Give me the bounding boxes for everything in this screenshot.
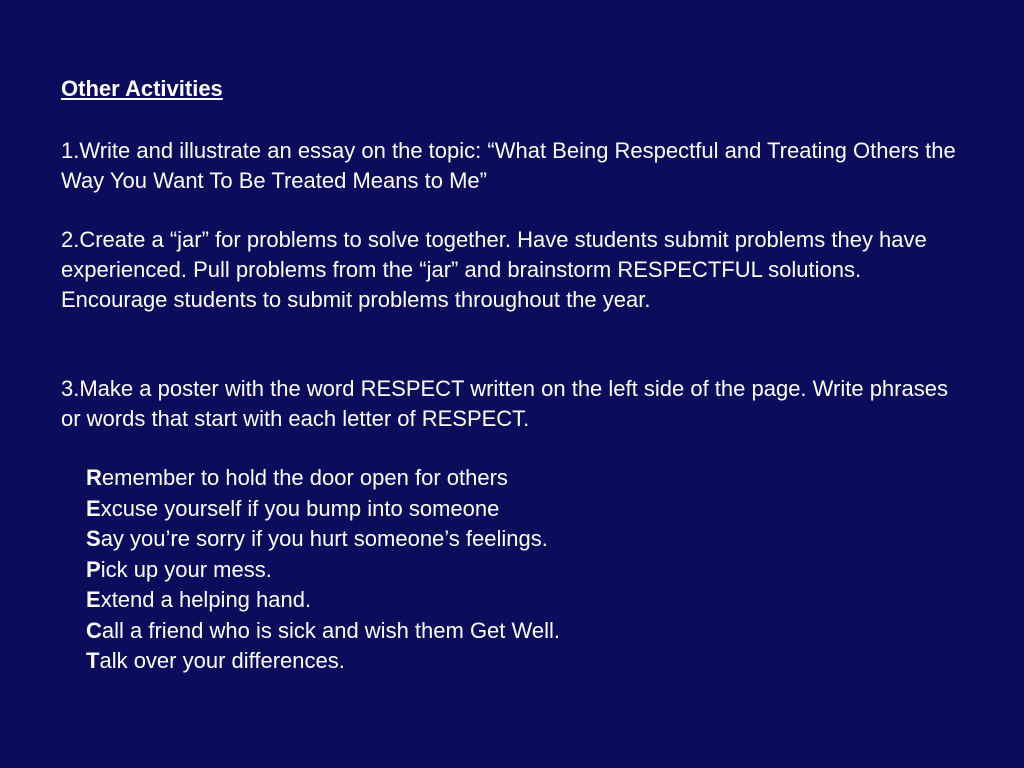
activity-3-text: 3.Make a poster with the word RESPECT written on the left side of the page. Write phrases or words that start with each letter of RESPECT. xyxy=(61,376,948,431)
acrostic-phrase: xtend a helping hand. xyxy=(100,587,312,612)
acrostic-phrase: alk over your differences. xyxy=(99,648,345,673)
activity-2-text: 2.Create a “jar” for problems to solve together. Have students submit problems they have experienced. Pull problems from the “jar” and brainstorm RESPECTFUL solutions. Encourage students to submit problems throughout the year. xyxy=(61,227,927,312)
acrostic-phrase: ay you’re sorry if you hurt someone’s feelings. xyxy=(100,526,548,551)
acrostic-letter: S xyxy=(86,526,101,551)
acrostic-letter: E xyxy=(86,587,101,612)
acrostic-phrase: ick up your mess. xyxy=(100,556,272,582)
acrostic-line xyxy=(86,524,560,555)
slide-title: Other Activities xyxy=(61,76,223,101)
acrostic-line xyxy=(86,646,560,677)
acrostic-phrase: all a friend who is sick and wish them Get Well. xyxy=(101,617,561,643)
acrostic-line xyxy=(86,616,560,647)
acrostic-line xyxy=(86,494,560,525)
acrostic-line xyxy=(86,555,560,586)
acrostic-phrase: xcuse yourself if you bump into someone xyxy=(100,495,500,521)
acrostic-letter: P xyxy=(86,556,101,582)
respect-acrostic-list xyxy=(86,463,560,677)
acrostic-line xyxy=(86,585,560,616)
acrostic-letter: C xyxy=(86,617,102,643)
acrostic-letter: R xyxy=(86,465,102,490)
acrostic-letter: E xyxy=(86,495,101,521)
acrostic-line xyxy=(86,463,560,494)
acrostic-letter: T xyxy=(86,648,100,673)
acrostic-phrase: emember to hold the door open for others xyxy=(101,465,508,490)
activity-1-text: 1.Write and illustrate an essay on the topic: “What Being Respectful and Treating Others the Way You Want To Be Treated Means to Me” xyxy=(61,138,956,193)
